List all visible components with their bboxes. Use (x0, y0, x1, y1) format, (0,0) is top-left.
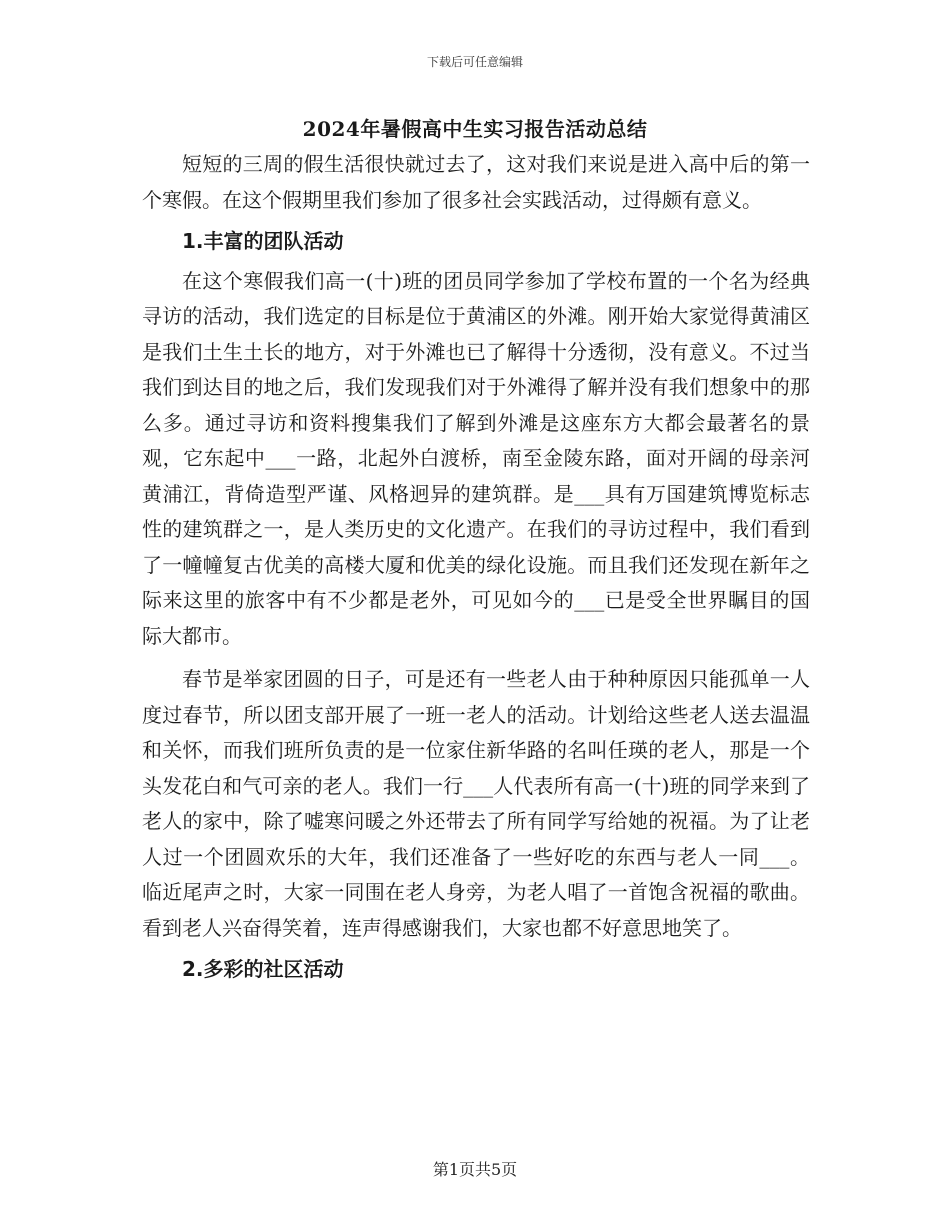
section-1-paragraph-1: 在这个寒假我们高一(十)班的团员同学参加了学校布置的一个名为经典寻访的活动，我们选定的目标是位于黄浦区的外滩。刚开始大家觉得黄浦区是我们土生土长的地方，对于外滩也已了解得十分透彻，没有意义。不过当我们到达目的地之后，我们发现我们对于外滩得了解并没有我们想象中的那么多。通过寻访和资料搜集我们了解到外滩是这座东方大都会最著名的景观，它东起中___一路，北起外白渡桥，南至金陵东路，面对开阔的母亲河黄浦江，背倚造型严谨、风格迥异的建筑群。是___具有万国建筑博览标志性的建筑群之一，是人类历史的文化遗产。在我们的寻访过程中，我们看到了一幢幢复古优美的高楼大厦和优美的绿化设施。而且我们还发现在新年之际来这里的旅客中有不少都是老外，可见如今的___已是受全世界瞩目的国际大都市。 (142, 268, 810, 648)
section-1-heading: 1.丰富的团队活动 (182, 229, 344, 253)
document-body (142, 147, 810, 992)
section-2-heading: 2.多彩的社区活动 (182, 957, 344, 981)
intro-paragraph: 短短的三周的假生活很快就过去了，这对我们来说是进入高中后的第一个寒假。在这个假期里我们参加了很多社会实践活动，过得颇有意义。 (142, 152, 810, 212)
header-note: 下载后可任意编辑 (426, 55, 523, 69)
document-title: 2024年暑假高中生实习报告活动总结 (302, 117, 648, 141)
section-1-paragraph-2: 春节是举家团圆的日子，可是还有一些老人由于种种原因只能孤单一人度过春节，所以团支部开展了一班一老人的活动。计划给这些老人送去温温和关怀，而我们班所负责的是一位家住新华路的名叫任瑛的老人，那是一个头发花白和气可亲的老人。我们一行___人代表所有高一(十)班的同学来到了老人的家中，除了嘘寒问暖之外还带去了所有同学写给她的祝福。为了让老人过一个团圆欢乐的大年，我们还准备了一些好吃的东西与老人一同___。临近尾声之时，大家一同围在老人身旁，为老人唱了一首饱含祝福的歌曲。看到老人兴奋得笑着，连声得感谢我们，大家也都不好意思地笑了。 (142, 667, 810, 940)
page-indicator: 第1页共5页 (432, 1160, 518, 1179)
